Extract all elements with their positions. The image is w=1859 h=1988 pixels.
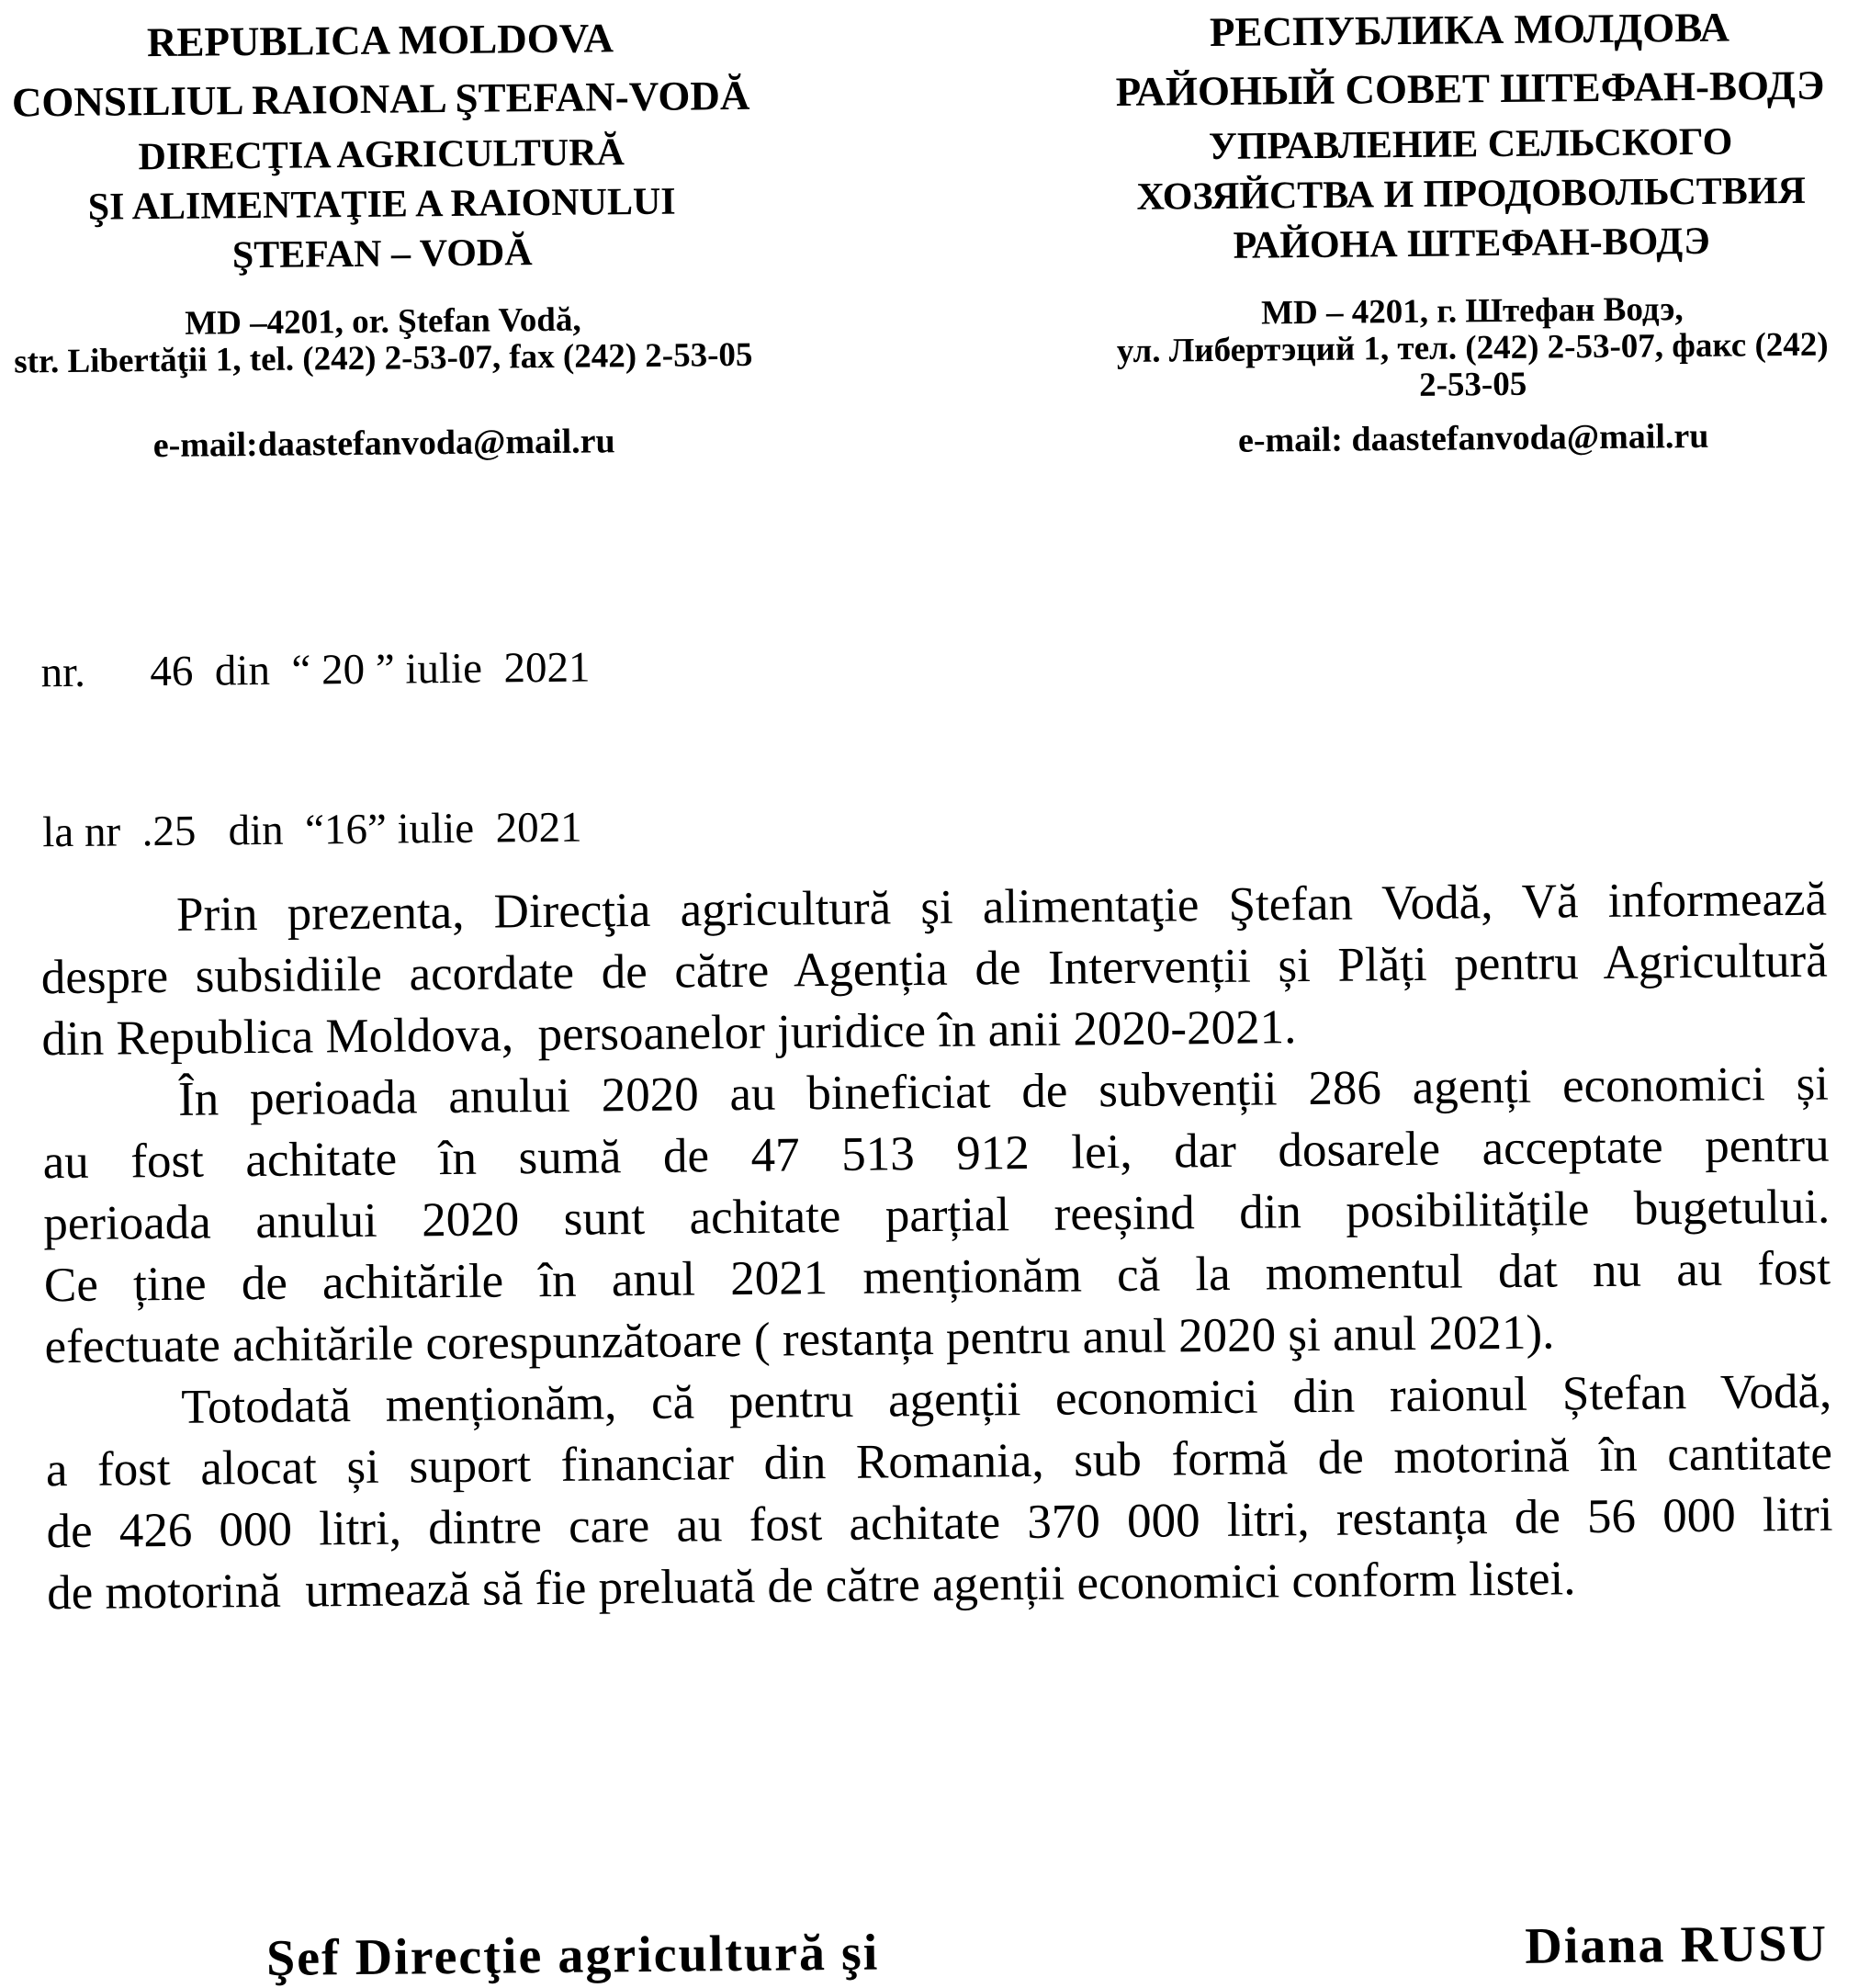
body-line: de motorină urmează să fie preluată de către agenții economici conform listei.: [46, 1552, 1576, 1621]
org-subtitle-line: ХОЗЯЙСТВА И ПРОДОВОЛЬСТВИЯ: [1136, 169, 1807, 219]
org-title-line: РЕСПУБЛИКА МОЛДОВА: [1209, 4, 1730, 56]
org-address-line: str. Libertăţii 1, tel. (242) 2-53-07, fax (242) 2-53-05: [14, 335, 753, 381]
org-email: e-mail:daastefanvoda@mail.ru: [152, 422, 615, 466]
org-title-line: CONSILIUL RAIONAL ŞTEFAN-VODĂ: [11, 72, 750, 126]
body-line: despre subsidiile acordate de către Agenția de Intervenții și Plăți pentru Agricultură: [40, 933, 1828, 1005]
org-address-block: [0, 300, 773, 381]
letter-body: [40, 869, 1834, 1625]
body-line: din Republica Moldova, persoanelor juridice în anii 2020-2021.: [41, 1000, 1297, 1067]
letterhead-right: [1089, 0, 1854, 462]
body-paragraph: [45, 1361, 1833, 1625]
org-subtitle-line: УПРАВЛЕНИЕ СЕЛЬСКОГО: [1208, 120, 1733, 169]
org-email: e-mail: daastefanvoda@mail.ru: [1237, 416, 1709, 460]
letterhead-left: [0, 7, 773, 468]
body-line: În perioada anului 2020 au bineficiat de subvenții 286 agenți economici și: [177, 1056, 1830, 1126]
signature-title: Şef Direcţie agricultură şi: [265, 1924, 880, 1987]
body-line: perioada anului 2020 sunt achitate parțial reeșind din posibilitățile bugetului.: [43, 1180, 1831, 1251]
body-line: au fost achitate în sumă de 47 513 912 lei, dar dosarele acceptate pentru: [42, 1118, 1830, 1190]
body-line: Prin prezenta, Direcţia agricultură şi alimentaţie Ştefan Vodă, Vă informează: [175, 872, 1828, 942]
body-line: Totodată menționăm, că pentru agenții economici din raionul Ștefan Vodă,: [181, 1364, 1832, 1434]
org-subtitle-line: ŞI ALIMENTAŢIE A RAIONULUI: [87, 180, 676, 229]
org-subtitle-line: DIRECŢIA AGRICULTURĂ: [138, 131, 625, 179]
org-title-line: REPUBLICA MOLDOVA: [146, 15, 614, 66]
body-line: Ce ține de achitările în anul 2021 menționăm că la momentul dat nu au fost: [43, 1241, 1831, 1313]
org-subtitle-block: [0, 127, 772, 283]
org-subtitle-line: РАЙОНА ШТЕФАН-ВОДЭ: [1233, 220, 1710, 267]
org-address-line: 2-53-05: [1418, 365, 1527, 404]
body-line: efectuate achitările corespunzătoare ( restanța pentru anul 2020 şi anul 2021).: [44, 1305, 1555, 1374]
org-address-line: MD –4201, or. Ştefan Vodă,: [185, 300, 581, 343]
org-subtitle-block: [1090, 116, 1853, 272]
body-line: a fost alocat și suport financiar din Romania, sub formă de motorină în cantitate: [45, 1426, 1833, 1497]
body-paragraph: [42, 1054, 1831, 1379]
org-title-line: РАЙОНЫЙ СОВЕТ ШТЕФАН-ВОДЭ: [1115, 62, 1825, 116]
signature-name: Diana RUSU: [1525, 1915, 1829, 1975]
org-address-block: [1092, 289, 1853, 407]
body-line: de 426 000 litri, dintre care au fost achitate 370 000 litri, restanța de 56 000 litri: [46, 1487, 1833, 1559]
reference-reply-line: la nr .25 din “16” iulie 2021: [42, 803, 582, 857]
body-paragraph: [40, 869, 1829, 1071]
org-address-line: MD – 4201, г. Штефан Водэ,: [1260, 290, 1684, 333]
reference-number-line: nr. 46 din “ 20 ” iulie 2021: [40, 643, 591, 697]
signature-row: [9, 1913, 1859, 1988]
org-address-line: ул. Либертэций 1, тел. (242) 2-53-07, факс (242): [1116, 325, 1829, 371]
org-subtitle-line: ŞTEFAN – VODĂ: [231, 232, 533, 277]
